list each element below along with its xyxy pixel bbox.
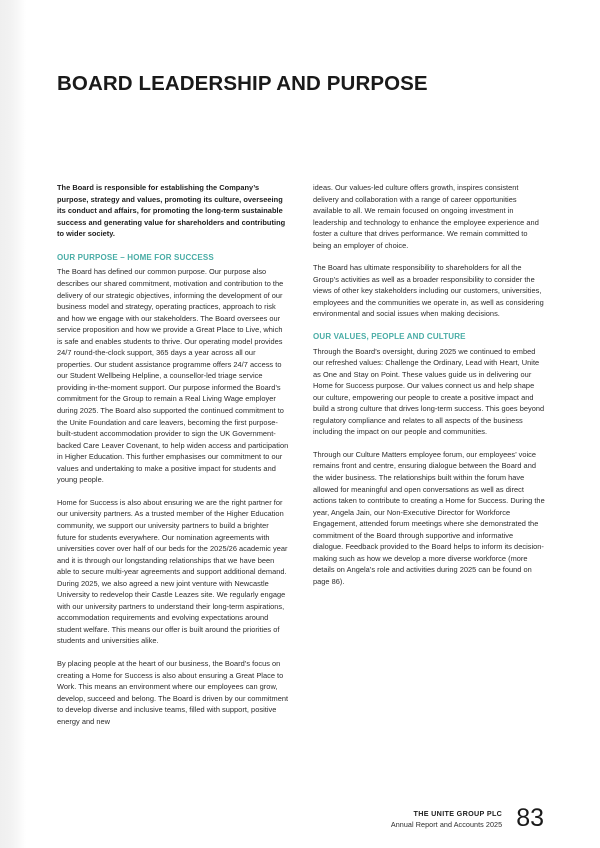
paragraph: Through the Board’s oversight, during 2025 we continued to embed our refreshed values: Challenge the Ordinary, Lead with Heart, Unite as One and Stay on Point. These values guide us in delivering our Home for Success purpose. Our values connect us and help shape our culture, empowering our people to create a positive impact and build a strong culture that drives long-term success. This goes beyond regulatory compliance and relates to all aspects of the business including the impact on our people and communities.: [313, 346, 545, 437]
right-column: [313, 182, 545, 727]
paragraph: By placing people at the heart of our business, the Board’s focus on creating a Home for Success is also about ensuring a Great Place to Work. This means an environment where our employees can grow, develop, succeed and belong. The Board is driven by our commitment to develop diverse and inclusive teams, filled with support, positive energy and new: [57, 658, 289, 726]
footer-report-title: Annual Report and Accounts 2025: [390, 820, 503, 829]
page-fold-shading: [0, 0, 26, 848]
article-columns: [57, 182, 544, 727]
page-title: BOARD LEADERSHIP AND PURPOSE: [57, 72, 428, 95]
page-footer: [391, 806, 544, 830]
lede-paragraph: The Board is responsible for establishing the Company’s purpose, strategy and values, promoting its culture, overseeing its conduct and affairs, for promoting the long-term sustainable success and generating value for shareholders and contributing to wider society.: [57, 183, 286, 239]
paragraph: The Board has ultimate responsibility to shareholders for all the Group’s activities as well as a broader responsibility to consider the views of other key stakeholders including our customers, universities, employees and the communities we operate in, as well as considering environmental and social issues when making decisions.: [313, 263, 544, 319]
page-number: 83: [516, 804, 544, 832]
paragraph: Through our Culture Matters employee forum, our employees’ voice remains front and centre, ensuring dialogue between the Board and the wider business. The relationships built within the forum have allowed for meaningful and open conversations as well as direct actions taken to contribute to creating a Home for Success. During the year, Angela Jain, our Non-Executive Director for Workforce Engagement, attended forum meetings where she demonstrated the commitment of the Board through supportive and informative dialogue. Feedback provided to the Board helps to inform its decision-making such as how we develop a more diverse workforce (more details on Angela’s role and activities during 2025 can be found on page 86).: [313, 449, 545, 586]
footer-text-block: [391, 806, 502, 830]
paragraph: ideas. Our values-led culture offers growth, inspires consistent delivery and collaboration with a range of career opportunities available to all. We remain focused on ongoing investment in leadership and technology to enhance the employee experience and foster a culture that drives performance. We remain committed to being an employer of choice.: [313, 183, 539, 250]
left-column: [57, 182, 289, 727]
paragraph: The Board has defined our common purpose. Our purpose also describes our shared commitment, motivation and contribution to the delivery of our strategic objectives, informing the development of our business model and strategy, operating practices, approach to risk and how we engage with our stakeholders. The Board oversees our service proposition and how we provide a Great Place to Live, which is safe and enables students to thrive. Our operating model provides 24/7 round-the-clock support, 365 days a year across all our properties. Our student assistance programme offers 24/7 access to our Student Wellbeing Helpline, a counsellor-led triage service providing in-the-moment support. Our purpose informed the Board’s commitment for the Group to remain a Real Living Wage employer during 2025. The Board also supported the continued commitment to the Unite Foundation and care leavers, becoming the first purpose-built-student accommodation provider to sign the UK Government-backed Care Leaver Covenant, to help widen access and participation in Higher Education. This further emphasises our commitment to our values and undertaking to make a positive impact for students and young people.: [57, 267, 289, 485]
section-heading-our-purpose: OUR PURPOSE – HOME FOR SUCCESS: [57, 252, 214, 262]
paragraph: Home for Success is also about ensuring we are the right partner for our university partners. As a trusted member of the Higher Education community, we support our university partners to build a brighter future for students everywhere. Our nomination agreements with universities cover over half of our beds for the 2025/26 academic year and it is through our longstanding relationships that we have been able to secure multi-year agreements and support additional demand. During 2025, we also agreed a new joint venture with Newcastle University to redevelop their Castle Leazes site. We regularly engage with our university partners to understand their long-term aspirations, accommodation requirements and evolving expectations around student welfare. This means our offer is built around the priorities of students and universities alike.: [57, 497, 288, 646]
footer-company-name: THE UNITE GROUP PLC: [413, 809, 503, 818]
section-heading-our-values: OUR VALUES, PEOPLE AND CULTURE: [313, 332, 466, 342]
